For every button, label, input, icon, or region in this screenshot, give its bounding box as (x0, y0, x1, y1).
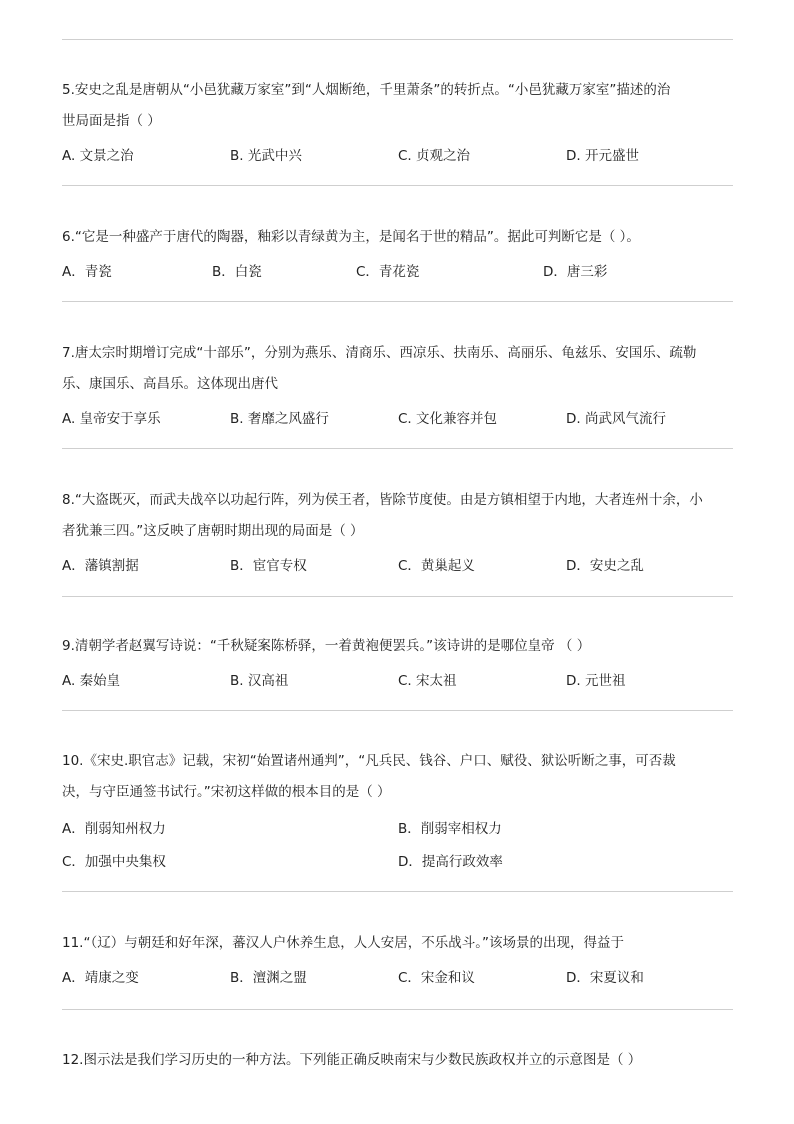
question-8-options (62, 554, 734, 576)
question-6-stem (62, 222, 734, 253)
separator-line (62, 891, 733, 892)
separator-line (62, 301, 733, 302)
option-b[interactable]: B．白瓷 (212, 264, 262, 280)
option-a[interactable]: A. 皇帝安于享乐 (62, 411, 161, 427)
option-a[interactable]: A．青瓷 (62, 264, 112, 280)
question-text-line: 6.“它是一种盛产于唐代的陶器，釉彩以青绿黄为主，是闻名于世的精品”。据此可判断它是（ ）。 (62, 229, 640, 245)
question-12-stem (62, 1045, 734, 1076)
option-d[interactable]: D．唐三彩 (543, 264, 608, 280)
question-9-stem (62, 631, 734, 662)
option-a[interactable]: A．靖康之变 (62, 970, 139, 986)
question-text-line: 7.唐太宗时期增订完成“十部乐”，分别为燕乐、清商乐、西凉乐、扶南乐、高丽乐、龟兹乐、安国乐、疏勒 (62, 345, 697, 361)
question-11-stem (62, 928, 734, 959)
question-7-options (62, 407, 734, 429)
question-5-options (62, 144, 734, 166)
question-text-line: 乐、康国乐、高昌乐。这体现出唐代 (62, 376, 278, 392)
option-d[interactable]: D．安史之乱 (566, 558, 644, 574)
question-10-stem (62, 746, 734, 808)
question-7-stem (62, 338, 734, 400)
separator-line (62, 185, 733, 186)
question-text-line: 决，与守臣通签书试行。”宋初这样做的根本目的是（ ） (62, 784, 391, 800)
option-d[interactable]: D. 元世祖 (566, 673, 626, 689)
option-c[interactable]: C. 文化兼容并包 (398, 411, 498, 427)
question-10-options-row-1 (62, 817, 734, 839)
option-b[interactable]: B．澶渊之盟 (230, 970, 307, 986)
option-c[interactable]: C．宋金和议 (398, 970, 475, 986)
question-11-options (62, 966, 734, 988)
option-a[interactable]: A. 秦始皇 (62, 673, 121, 689)
question-10-options-row-2 (62, 850, 734, 872)
option-c[interactable]: C．青花瓷 (356, 264, 420, 280)
question-5-stem (62, 75, 734, 137)
option-d[interactable]: D. 尚武风气流行 (566, 411, 666, 427)
question-9-options (62, 669, 734, 691)
question-text-line: 11.“（辽）与朝廷和好年深，蕃汉人户休养生息，人人安居，不乐战斗。”该场景的出现，得益于 (62, 935, 624, 951)
question-text-line: 9.清朝学者赵翼写诗说：“千秋疑案陈桥驿，一着黄袍便罢兵。”该诗讲的是哪位皇帝 （ ） (62, 638, 591, 654)
option-b[interactable]: B．削弱宰相权力 (398, 821, 502, 837)
option-d[interactable]: D. 开元盛世 (566, 148, 639, 164)
separator-line (62, 39, 733, 40)
option-c[interactable]: C. 宋太祖 (398, 673, 457, 689)
question-text-line: 5.安史之乱是唐朝从“小邑犹藏万家室”到“人烟断绝，千里萧条”的转折点。“小邑犹藏万家室”描述的治 (62, 82, 671, 98)
option-a[interactable]: A．削弱知州权力 (62, 821, 166, 837)
option-b[interactable]: B．宦官专权 (230, 558, 307, 574)
option-b[interactable]: B. 奢靡之风盛行 (230, 411, 329, 427)
option-c[interactable]: C．加强中央集权 (62, 854, 166, 870)
question-6-options (62, 260, 734, 282)
option-a[interactable]: A．藩镇割据 (62, 558, 139, 574)
question-text-line: 8.“大盗既灭，而武夫战卒以功起行阵，列为侯王者，皆除节度使。由是方镇相望于内地，大者连州十余，小 (62, 492, 703, 508)
separator-line (62, 596, 733, 597)
separator-line (62, 448, 733, 449)
option-a[interactable]: A. 文景之治 (62, 148, 134, 164)
option-b[interactable]: B. 光武中兴 (230, 148, 302, 164)
separator-line (62, 1009, 733, 1010)
option-d[interactable]: D．提高行政效率 (398, 854, 503, 870)
separator-line (62, 710, 733, 711)
question-text-line: 世局面是指（ ） (62, 113, 161, 129)
question-8-stem (62, 485, 734, 547)
question-text-line: 者犹兼三四。”这反映了唐朝时期出现的局面是（ ） (62, 523, 364, 539)
option-c[interactable]: C. 贞观之治 (398, 148, 471, 164)
option-c[interactable]: C．黄巢起义 (398, 558, 475, 574)
question-text-line: 12.图示法是我们学习历史的一种方法。下列能正确反映南宋与少数民族政权并立的示意图是（ ） (62, 1052, 642, 1068)
question-text-line: 10.《宋史.职官志》记载，宋初“始置诸州通判”，“凡兵民、钱谷、户口、赋役、狱讼听断之事，可否裁 (62, 753, 676, 769)
option-b[interactable]: B. 汉高祖 (230, 673, 289, 689)
option-d[interactable]: D．宋夏议和 (566, 970, 644, 986)
